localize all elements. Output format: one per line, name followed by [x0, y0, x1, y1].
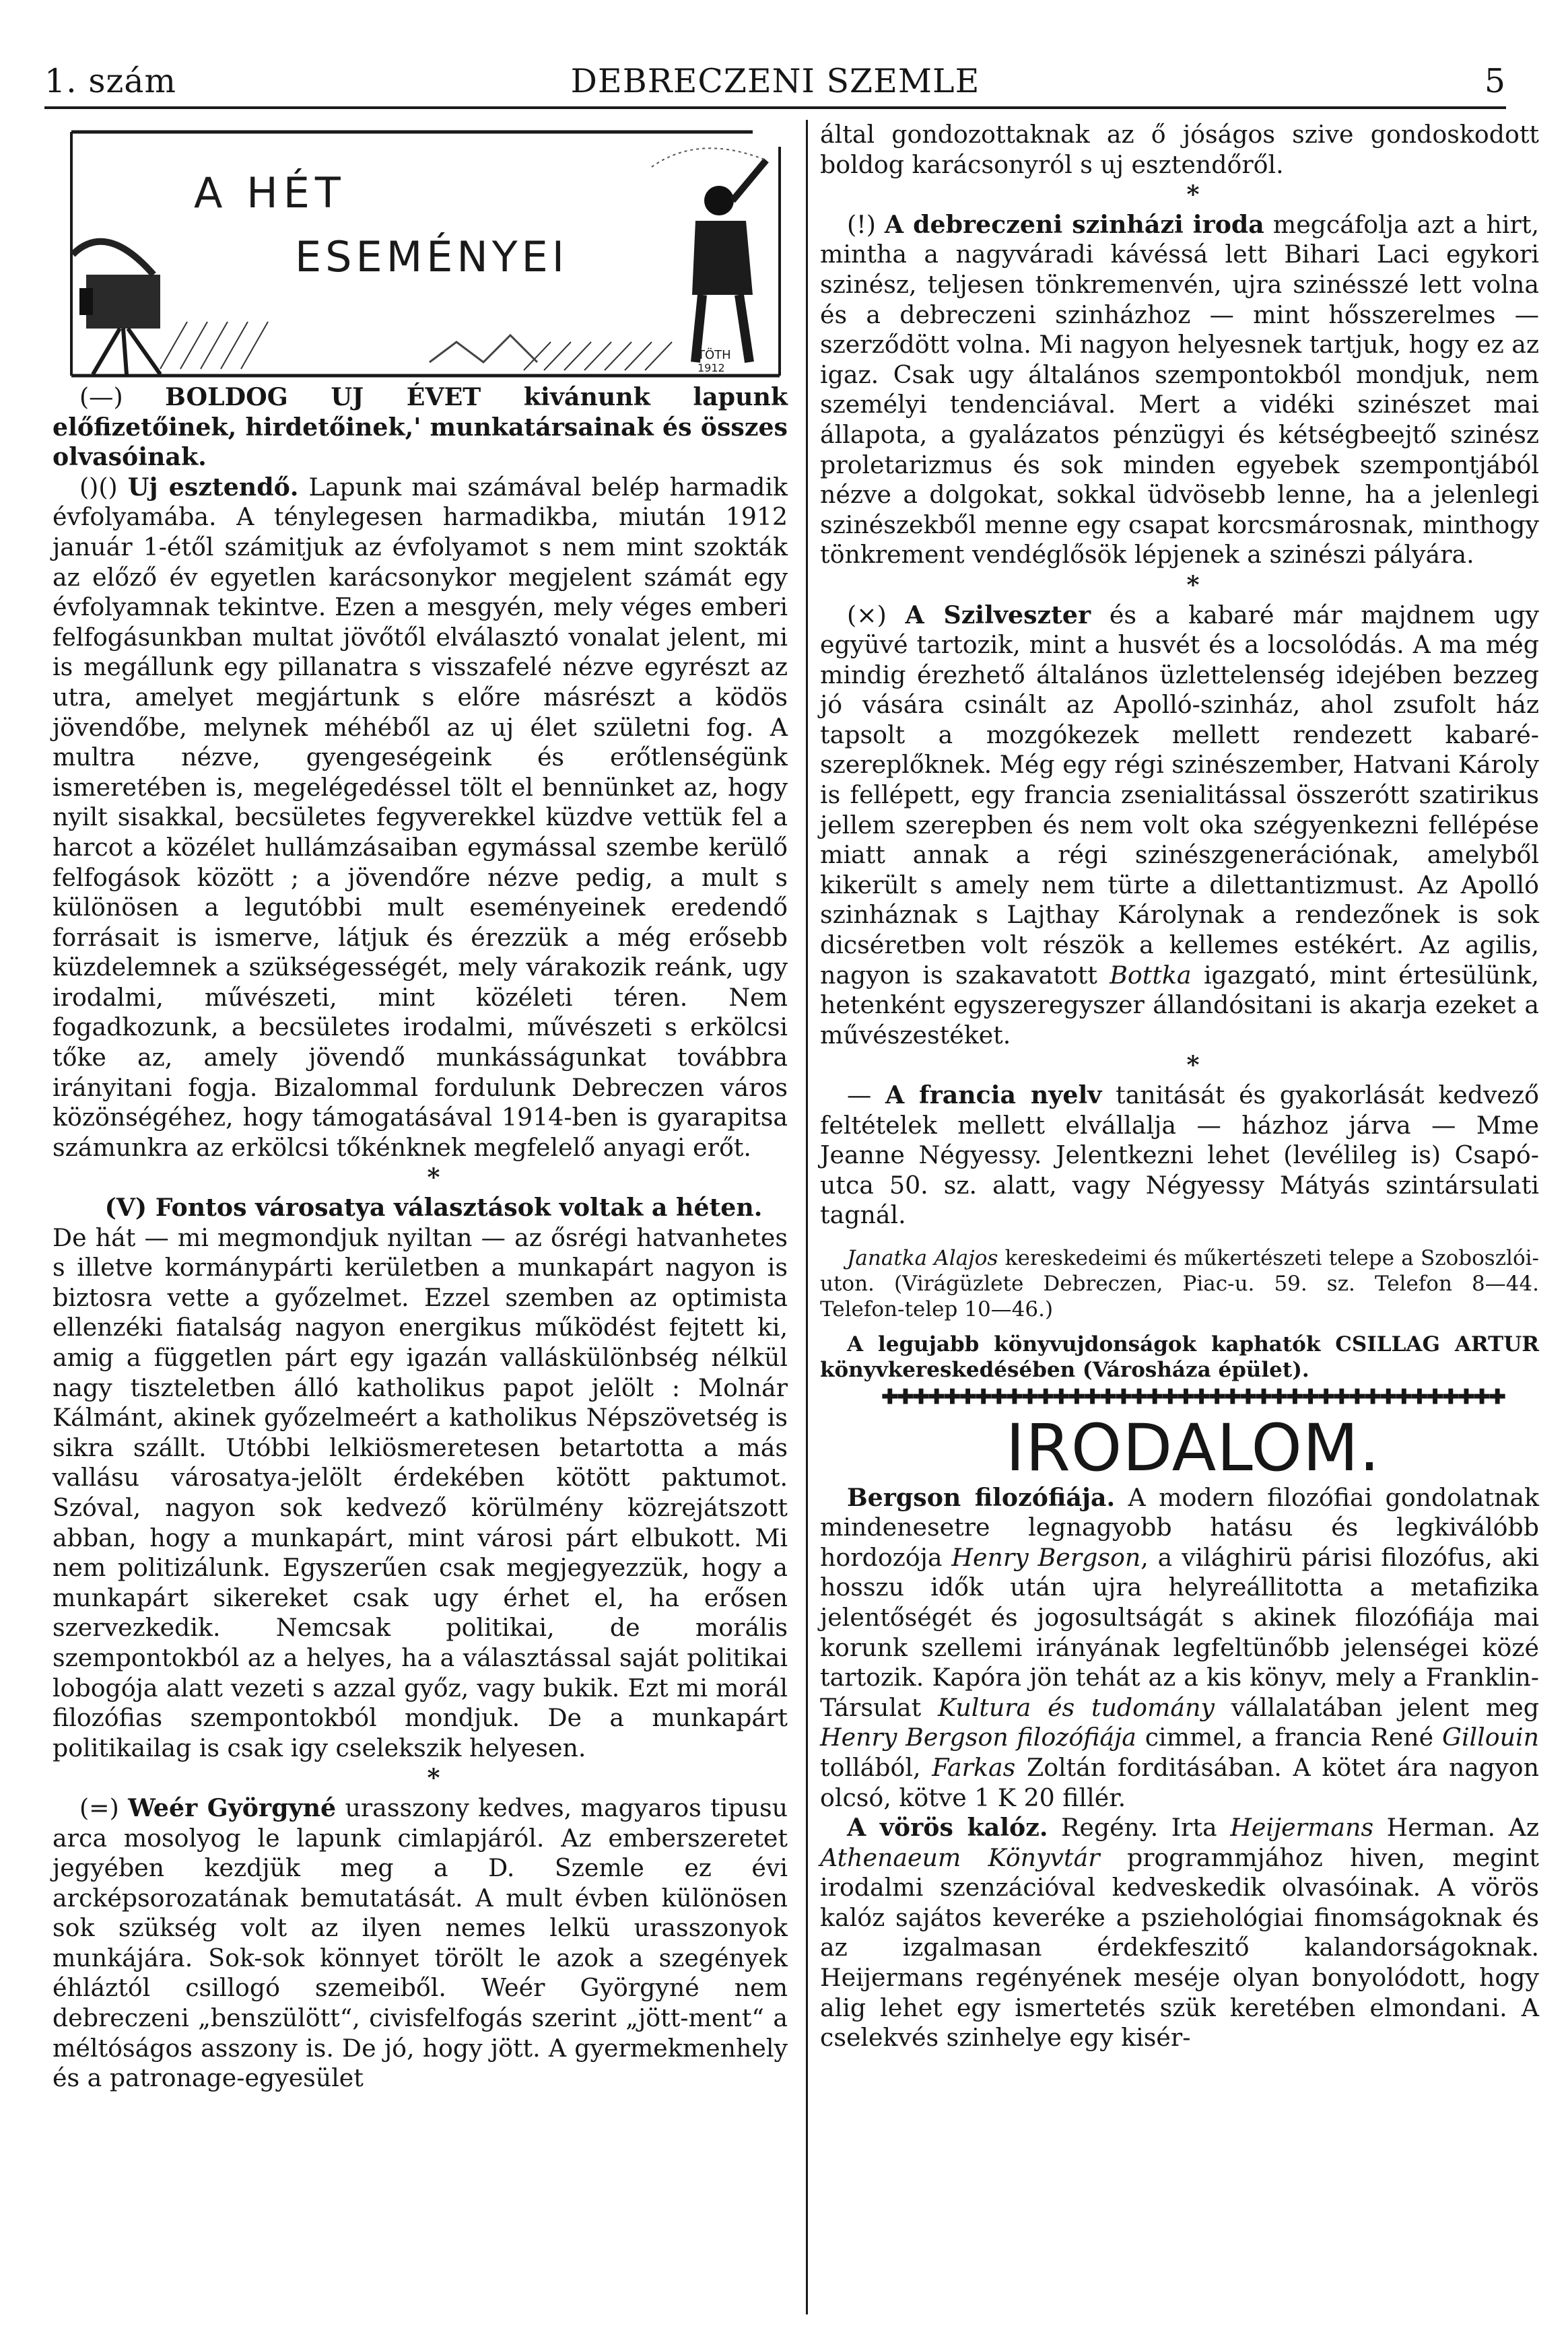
bergson-review: Bergson filozófiája. A modern filozófiai gondolatnak mindenesetre legnagyobb hatásu és legkiválóbb hordozója Henry Bergson, a világhirü párisi filozófus, aki hosszu idők után ujra helyreállitotta a metafizika jelentőségét és jogosultságát s akinek filozófiája mai korunk szellemi irányának legfeltünőbb jelenségei közé tartozik. Kapóra jön tehát az a kis könyv, mely a Franklin-Társulat Kultura és tudomány vállalatában jelent meg Henry Bergson filozófiája cimmel, a francia René Gillouin tollából, Farkas Zoltán forditásában. A kötet ára nagyon olcsó, kötve 1 K 20 fillér. — [820, 1482, 1539, 1812]
page-number: 5 — [1484, 62, 1506, 100]
separator-star: * — [1186, 180, 1200, 209]
header-rule — [44, 106, 1506, 109]
separator-star: * — [427, 1163, 440, 1192]
ornamental-rule: ✚✚✚✚✚✚✚✚✚✚✚✚✚✚✚✚✚✚✚✚✚✚✚✚✚✚✚✚✚✚✚✚✚✚✚✚✚✚✚✚ — [881, 1385, 1505, 1409]
theatre-office-article: (!) A debreczeni szinházi iroda megcáfolja azt a hirt, mintha a nagyváradi kávéssá lett Bihari Laci egykori szinész, teljesen tönkremenvén, ujra szinésszé lett volna és a debreczeni szinházhoz — mint hősszerelmes — szerződött volna. Mi nagyon helyesnek tartjuk, hogy ez az igaz. Csak ugy általános szempontokból mondjuk, nem személyi tendenciával. Mert a vidéki szinészet mai állapota, a gyalázatos pénzügyi és kétségbeejtő szinész proletarizmus és sok minden egyebek szempontjából nézve a dolgokat, sokkal üdvösebb lenne, ha a jelenlegi szinészekből menne egy csapat korcsmárosnak, minthogy tönkrement vendéglősök lépjenek a szinészi pályára. — [820, 209, 1539, 570]
banner-line1: A HÉT — [194, 168, 346, 217]
banner-line2: ESEMÉNYEI — [295, 232, 569, 281]
section-banner — [53, 120, 788, 382]
publication-title: DEBRECZENI SZEMLE — [570, 62, 980, 100]
french-lessons-notice: — A francia nyelv tanitását és gyakorlását kedvező feltételek mellett elvállalja — házhoz járva — Mme Jeanne Négyessy. Jelentkezni lehet (levélileg is) Csapó-utca 50. sz. alatt, vagy Négyessy Mátyás szintársulati tagnál. — [820, 1080, 1539, 1230]
figure-icon — [652, 148, 766, 362]
separator-star: * — [427, 1763, 440, 1793]
camera-icon — [73, 242, 160, 374]
new-year-article: ()() Uj esztendő. Lapunk mai számával belép harmadik évfolyamába. A ténylegesen harmadikba, miután 1912 január 1-étől számitjuk az évfolyamot s nem mint szokták az előző év egyetlen karácsonykor megjelent számát egy évfolyamnak tekintve. Ezen a mesgyén, mely véges emberi felfogásunkban multat jövőtől elválasztó vonalat jelent, mi is megállunk egy pillanatra s visszafelé nézve egyrészt az utra, amelyet megjártunk s előre másrészt a ködös jövendőbe, melynek méhéből az uj élet születni fog. A multra nézve, gyengeségeink és erőtlenségünk ismeretében is, megelégedéssel tölt el bennünket az, hogy nyilt sisakkal, becsületes fegyverekkel küzdve vettük fel a harcot a közélet hullámzásaiban egymással szembe kerülő felfogások között ; a jövendőre nézve pedig, a mult s különösen a legutóbbi mult eseményeinek eredendő forrásait is ismerve, látjuk és érezzük a még erősebb küzdelemnek a szükségességét, mely várakozik reánk, ugy irodalmi, művészeti, mint közéleti téren. Nem fogadkozunk, a becsületes irodalmi, művészeti s erkölcsi tőke az, amely jövendő munkásságunkat továbbra irányitani fogja. Bizalommal fordulunk Debreczen város közönségéhez, hogy támogatásával 1914-ben is gyarapitsa számunkra az erkölcsi tőkénknek megfelelő anyagi erőt. — [53, 472, 788, 1162]
separator-star: * — [1186, 1050, 1200, 1080]
red-pirate-review: A vörös kalóz. Regény. Irta Heijermans Herman. Az Athenaeum Könyvtár programmjához hiven, megint irodalmi szenzációval kedveskedik olvasóinak. A vörös kalóz sajátos keveréke a psziehológiai finomságoknak és az izgalmasan érdekfeszitő kalandorságoknak. Heijermans regényének meséje olyan bonyolódott, hogy alig lehet egy ismertetés szük keretében elmondani. A cselekvés szinhelye egy kisér- — [820, 1813, 1540, 2053]
silvester-article: (×) A Szilveszter és a kabaré már majdnem ugy együvé tartozik, mint a husvét és a locsolódás. A ma még mindig érezhető általános üzlettelenség idejében bezzeg jó vására csinált az Apolló-szinház, ahol zsufolt ház tapsolt a mozgókezek mellett rendezett kabaré-szereplőknek. Még egy régi szinészember, Hatvani Károly is fellépett, egy francia zsenialitással összerótt szatirikus jellem szerepben és nem volt oka szégyenkezni fellépése miatt annak a régi szinészgenerációnak, amelyből kikerült s amely nem türte a dilettantizmust. Az Apolló szinháznak s Lajthay Károlynak a rendezőnek is sok dicséretben volt részök a kellemes estékért. Az agilis, nagyon is szakavatott Bottka igazgató, mint értesülünk, hetenként egyszeregyszer állandósitani is akarja ezeket a művészestéket. — [820, 600, 1539, 1049]
issue-number: 1. szám — [44, 62, 176, 100]
banner-signature: TÖTH — [697, 348, 731, 362]
bookshop-advertisement: A legujabb könyvujdonságok kaphatók CSILLAG ARTUR könyvkereskedésében (Városháza épület). — [820, 1332, 1539, 1382]
left-column — [53, 120, 788, 2094]
new-year-greeting: (—) BOLDOG UJ ÉVET kivánunk lapunk előfizetőinek, hirdetőinek,' munkatársainak és összes olvasóinak. — [53, 382, 788, 472]
weer-article-continued: által gondozottaknak az ő jóságos szive gondoskodott boldog karácsonyról s uj esztendőről. — [820, 120, 1539, 179]
section-title-irodalom: IRODALOM. — [1005, 1410, 1381, 1486]
separator-star: * — [1186, 570, 1200, 599]
election-article-title: (V) Fontos városatya választások voltak a héten. — [104, 1193, 763, 1223]
running-header — [44, 58, 1506, 105]
banner-illustration — [53, 120, 788, 382]
janatka-advertisement: Janatka Alajos kereskedeimi és műkertészeti telepe a Szoboszlói-uton. (Virágüzlete Debreczen, Piac-u. 59. sz. Telefon 8—44. Telefon-telep 10—46.) — [820, 1245, 1540, 1321]
election-article: De hát — mi megmondjuk nyiltan — az ősrégi hatvanhetes s illetve kormánypárti kerületben a munkapárt nagyon is biztosra vette a győzelmet. Ezzel szemben az optimista ellenzéki fiatalság nagyon energikus működést fejtett ki, amig a független párt egy igazán valláskülönbség nélkül nagy tiszteletben álló katholikus papot jelölt : Molnár Kálmánt, akinek győzelmeért a katholikus Népszövetség is sikra szállt. Utóbbi lelkiösmeretesen betartotta a más vallásu városatya-jelölt érdekében kötött paktumot. Szóval, nagyon sok kedvező körülmény közrejátszott abban, hogy a munkapárt, mint városi párt elbukott. Mi nem politizálunk. Egyszerűen csak megjegyezzük, hogy a munkapárt sikereket csak ugy érhet el, ha erősen szervezkedik. Nemcsak politikai, de morális szempontokból az a helyes, ha a választással saját politikai lobogója alatt vezeti s azzal győz, vagy bukik. Ezt mi morál filozófias szempontokból mondjuk. De a munkapárt politikailag is csak igy cselekszik helyesen. — [53, 1223, 788, 1762]
right-column — [820, 120, 1539, 2053]
weer-article: (=) Weér Györgyné urasszony kedves, magyaros tipusu arca mosolyog le lapunk cimlapjáról. Az emberszeretet jegyében kezdjük meg a D. Szemle ez évi arcképsorozatának bemutatását. A mult évben különösen sok szükség volt az ilyen nemes lelkü urasszonyok munkájára. Sok-sok könnyet törölt le azok a szegények éhláztól csillogó szemeiből. Weér Györgyné nem debreczeni „benszülött“, civisfelfogás szerint „jött-ment“ a méltóságos asszony is. De jó, hogy jött. A gyermekmenhely és a patronage-egyesület — [53, 1793, 788, 2093]
banner-year: 1912 — [697, 362, 725, 374]
column-divider — [806, 120, 808, 2314]
